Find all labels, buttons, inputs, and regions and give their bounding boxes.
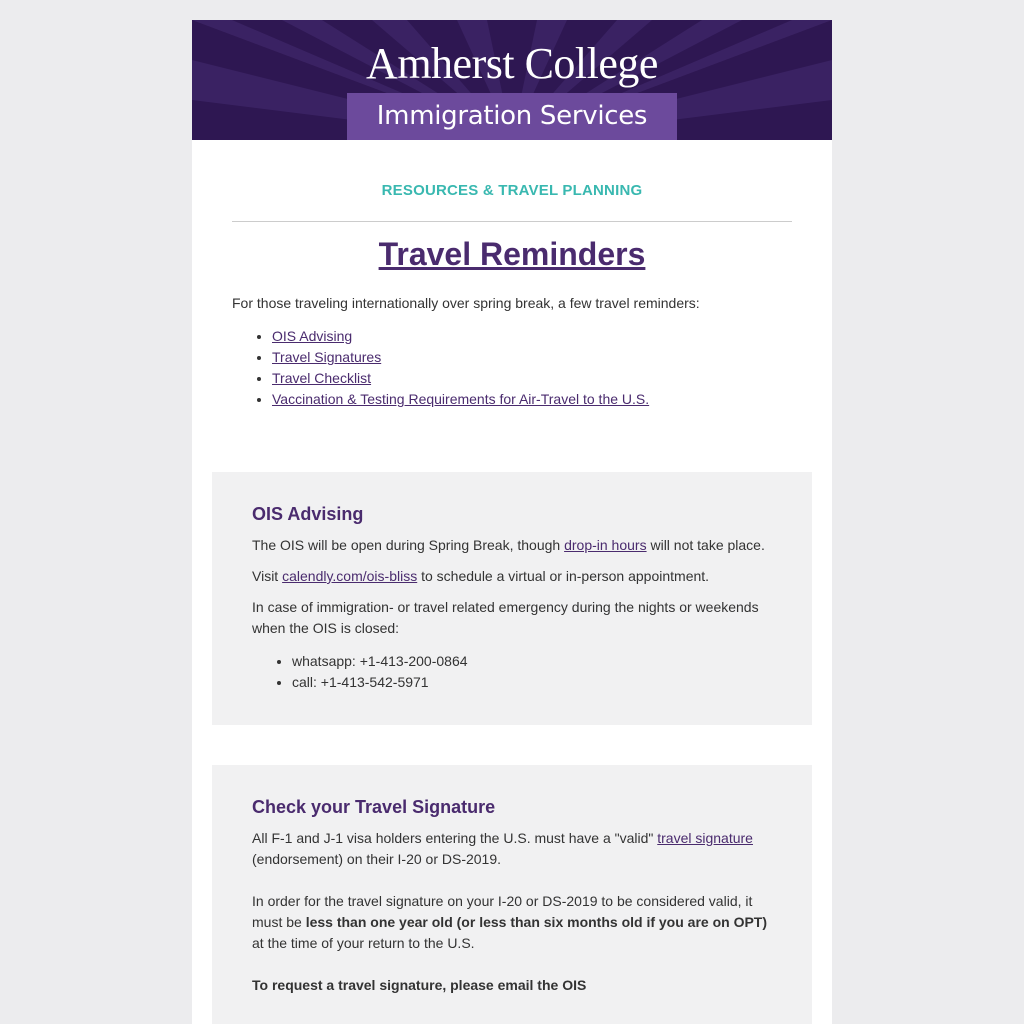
list-item bbox=[272, 389, 792, 410]
ois-advising-heading: OIS Advising bbox=[252, 504, 364, 524]
intro-section bbox=[192, 293, 832, 410]
list-item bbox=[272, 347, 792, 368]
list-item bbox=[272, 326, 792, 347]
page-title bbox=[192, 236, 832, 273]
divider bbox=[232, 221, 792, 222]
travel-signatures-link[interactable]: Travel Signatures bbox=[272, 349, 382, 365]
travel-signature-paragraph-2: In order for the travel signature on your I-20 or DS-2019 to be considered valid, it must be less than one year old (or less than six months old if you are on OPT) at the time of your return to the U.S. bbox=[252, 893, 768, 951]
reminder-links-list bbox=[232, 326, 792, 410]
travel-signature-heading: Check your Travel Signature bbox=[252, 797, 496, 817]
ois-advising-link[interactable]: OIS Advising bbox=[272, 328, 353, 344]
drop-in-hours-link[interactable]: drop-in hours bbox=[564, 537, 647, 553]
travel-signature-paragraph-1: All F-1 and J-1 visa holders entering the U.S. must have a "valid" travel signature (endorsement) on their I-20 or DS-2019. bbox=[252, 830, 753, 867]
ois-advising-paragraph-2: Visit calendly.com/ois-bliss to schedule a virtual or in-person appointment. bbox=[252, 568, 710, 584]
phone-contact: • call: +1-413-542-5971 bbox=[292, 672, 772, 693]
intro-text: For those traveling internationally over spring break, a few travel reminders: bbox=[232, 295, 700, 311]
travel-checklist-link[interactable]: Travel Checklist bbox=[272, 370, 372, 386]
ois-advising-box bbox=[212, 472, 812, 725]
title-link[interactable]: Travel Reminders bbox=[378, 236, 646, 272]
travel-signature-box bbox=[212, 765, 812, 1024]
college-logo-text: Amherst College bbox=[366, 39, 658, 88]
emergency-contacts-list bbox=[252, 651, 772, 693]
ois-advising-paragraph-3: In case of immigration- or travel related emergency during the nights or weekends when the OIS is closed: bbox=[252, 599, 759, 636]
header-banner bbox=[192, 20, 832, 140]
ois-advising-paragraph-1: The OIS will be open during Spring Break, though drop-in hours will not take place. bbox=[252, 537, 765, 553]
department-label: Immigration Services bbox=[347, 93, 677, 140]
calendly-link[interactable]: calendly.com/ois-bliss bbox=[282, 568, 418, 584]
whatsapp-contact: • whatsapp: +1-413-200-0864 bbox=[292, 651, 772, 672]
travel-signature-link[interactable]: travel signature bbox=[657, 830, 753, 846]
travel-signature-paragraph-3: To request a travel signature, please email the OIS bbox=[252, 977, 587, 993]
email-container bbox=[192, 20, 832, 1024]
vaccination-requirements-link[interactable]: Vaccination & Testing Requirements for Air-Travel to the U.S. bbox=[272, 391, 650, 407]
list-item bbox=[272, 368, 792, 389]
section-label: RESOURCES & TRAVEL PLANNING bbox=[381, 182, 643, 199]
